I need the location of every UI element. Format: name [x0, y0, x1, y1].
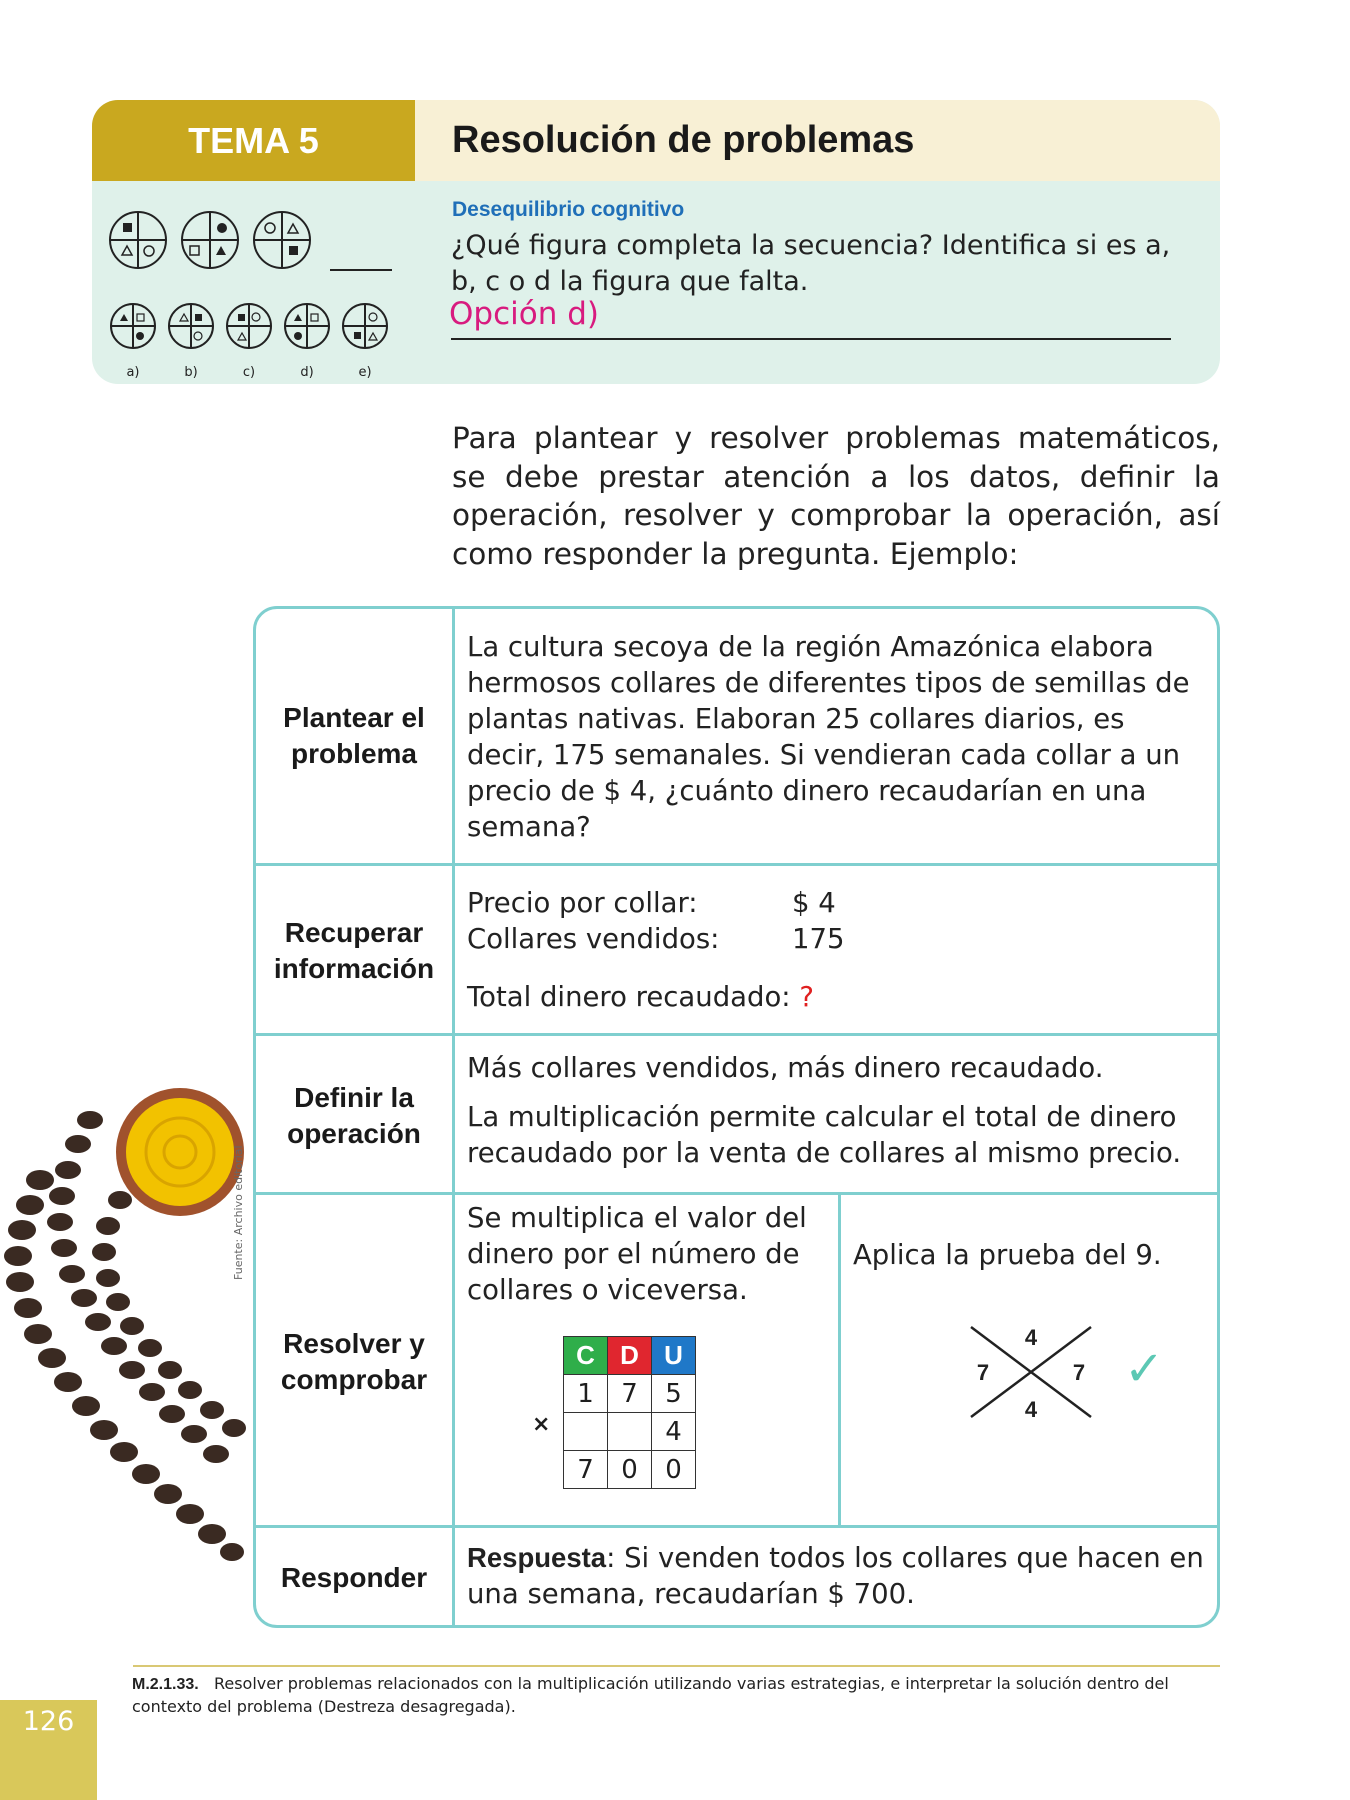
row-resolver: [256, 1192, 1217, 1528]
header-u: U: [652, 1337, 696, 1375]
label-responder: Responder: [280, 1562, 428, 1593]
answer-line: [451, 338, 1171, 340]
intro-paragraph: Para plantear y resolver problemas matemáticos, se debe prestar atención a los datos, definir la operación, resolver y comprobar la operación, así como responder la pregunta. Ejemplo:: [452, 421, 1220, 571]
label-recuperar: Recuperar información: [273, 917, 435, 984]
proof-instructions: Aplica la prueba del 9.: [853, 1239, 1162, 1271]
option-a-label: a): [126, 365, 140, 380]
page-title: Resolución de problemas: [415, 100, 1220, 181]
cell: 7: [608, 1375, 652, 1413]
cell: 5: [652, 1375, 696, 1413]
operation-explanation: La multiplicación permite calcular el total de dinero recaudado por la venta de collares al mismo precio.: [467, 1101, 1182, 1169]
multiply-instructions: Se multiplica el valor del dinero por el número de collares o viceversa.: [467, 1202, 807, 1306]
proof-top: 4: [1024, 1325, 1038, 1350]
row-recuperar: [256, 863, 1217, 1036]
section-subheading: Desequilibrio cognitivo: [452, 198, 685, 221]
cell: [564, 1413, 608, 1451]
handwritten-answer: Opción d): [449, 296, 599, 332]
label-definir: Definir la operación: [287, 1081, 421, 1149]
unknown-mark: ?: [799, 981, 814, 1013]
header-d: D: [608, 1337, 652, 1375]
proof-right: 7: [1072, 1360, 1086, 1385]
price-label: Precio por collar:: [467, 887, 698, 919]
price-value: $ 4: [792, 887, 836, 919]
answer-statement: Respuesta: Si venden todos los collares que hacen en una semana, recaudarían $ 700.: [467, 1542, 1204, 1610]
total-label: Total dinero recaudado: ?: [467, 981, 814, 1013]
sold-label: Collares vendidos:: [467, 923, 720, 955]
sequence-figures: [108, 210, 408, 380]
cell: 0: [608, 1451, 652, 1489]
footer-rule: [133, 1665, 1220, 1667]
sold-value: 175: [792, 923, 845, 955]
question-text: ¿Qué figura completa la secuencia? Identifica si es a, b, c o d la figura que falta.: [451, 230, 1171, 297]
times-sign: ×: [532, 1412, 551, 1437]
option-b-label: b): [184, 365, 198, 380]
cell: 4: [652, 1413, 696, 1451]
label-resolver: Resolver y comprobar: [280, 1327, 428, 1395]
row-plantear: [256, 609, 1217, 863]
cell: 0: [652, 1451, 696, 1489]
proof-bottom: 4: [1024, 1397, 1038, 1422]
header-panel: [92, 100, 1220, 384]
image-credit: Fuente: Archivo editorial: [232, 1145, 245, 1280]
problem-statement: La cultura secoya de la región Amazónica elabora hermosos collares de diferentes tipos de semillas de plantas nativas. Elaboran 25 collares diarios, es decir, 175 semanales. Si vendieran cada collar a un precio de $ 4, ¿cuánto dinero recaudarían en una semana?: [467, 631, 1190, 843]
problem-solving-table: [253, 606, 1220, 1628]
standard-note: M.2.1.33. Resolver problemas relacionados con la multiplicación utilizando varias estrategias, e interpretar la solución dentro del contexto del problema (Destreza desagregada).: [132, 1674, 1169, 1716]
cell: 7: [564, 1451, 608, 1489]
proof-left: 7: [976, 1360, 990, 1385]
header-c: C: [564, 1337, 608, 1375]
check-icon: ✓: [1124, 1341, 1165, 1397]
option-e-label: e): [358, 365, 372, 380]
option-c-label: c): [242, 365, 256, 380]
row-definir: [256, 1033, 1217, 1195]
option-d-label: d): [300, 365, 314, 380]
place-value-grid: [563, 1336, 696, 1489]
tema-label: TEMA 5: [92, 100, 415, 181]
seed-necklace-image: [0, 1080, 260, 1640]
row-responder: [256, 1525, 1217, 1628]
operation-reason: Más collares vendidos, más dinero recaudado.: [467, 1052, 1104, 1084]
proof-of-nine-cross: [956, 1317, 1116, 1427]
cell: 1: [564, 1375, 608, 1413]
label-plantear: Plantear el problema: [283, 702, 425, 769]
page-number: 126: [0, 1700, 97, 1800]
cell: [608, 1413, 652, 1451]
